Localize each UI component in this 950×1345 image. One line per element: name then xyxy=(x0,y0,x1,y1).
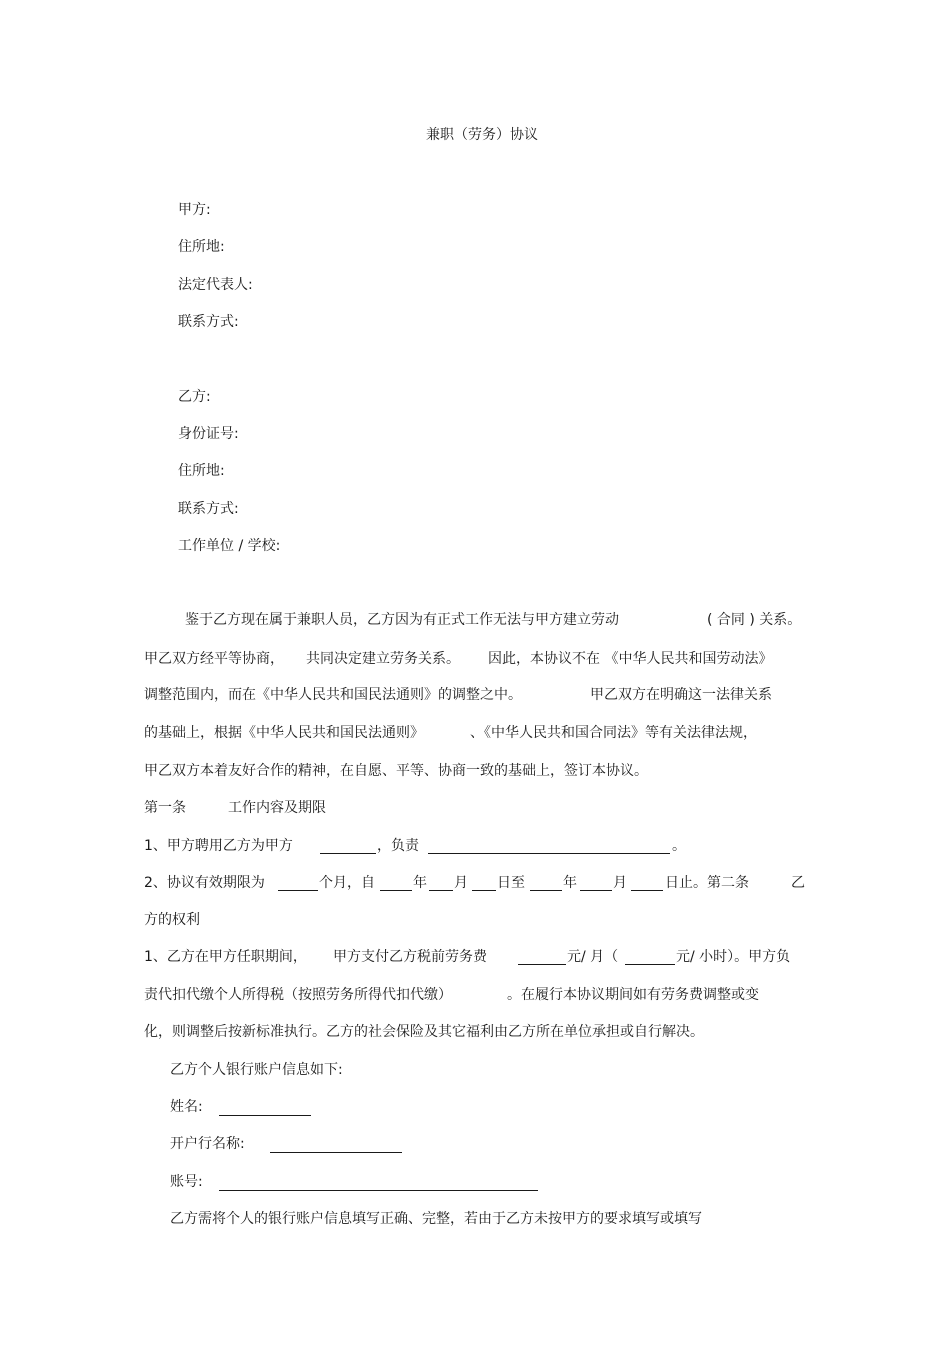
term-months-blank[interactable] xyxy=(278,890,318,891)
party-b-address-label: 住所地: xyxy=(178,463,225,479)
party-b-workplace-label: 工作单位 / 学校: xyxy=(178,538,281,554)
article-1-item-2-end: 日止。第二条 xyxy=(665,875,749,891)
end-month-blank[interactable] xyxy=(580,890,612,891)
article-1-number: 第一条 xyxy=(144,800,186,816)
article-2-line-2b: 。在履行本协议期间如有劳务费调整或变 xyxy=(507,987,759,1003)
article-1-item-2-day1: 日至 xyxy=(497,875,525,891)
article-1-item-1-end: 。 xyxy=(672,838,686,854)
preamble-line-4b: 、《中华人民共和国合同法》等有关法律法规， xyxy=(470,725,757,741)
article-1-item-1-text-b: ，负责 xyxy=(377,838,419,854)
start-month-blank[interactable] xyxy=(429,890,453,891)
preamble-line-3b: 甲乙双方在明确这一法律关系 xyxy=(590,687,772,703)
hourly-fee-blank[interactable] xyxy=(625,964,675,965)
position-blank[interactable] xyxy=(320,853,376,854)
preamble-line-4a: 的基础上，根据《中华人民共和国民法通则》 xyxy=(144,725,424,741)
preamble-line-1a: 鉴于乙方现在属于兼职人员，乙方因为有正式工作无法与甲方建立劳动 xyxy=(185,612,619,628)
preamble-line-2c: 因此，本协议不在 《中华人民共和国劳动法》 xyxy=(488,651,773,667)
party-b-contact-label: 联系方式: xyxy=(178,501,239,517)
party-a-contact-label: 联系方式: xyxy=(178,314,239,330)
bank-branch-label: 开户行名称: xyxy=(170,1136,245,1152)
article-2-line-2a: 责代扣代缴个人所得税（按照劳务所得代扣代缴） xyxy=(144,987,452,1003)
bank-account-name-field[interactable] xyxy=(219,1115,311,1116)
responsibility-blank[interactable] xyxy=(428,853,670,854)
bank-account-name-label: 姓名: xyxy=(170,1099,203,1115)
bank-account-number-field[interactable] xyxy=(219,1190,538,1191)
article-1-item-2-year2: 年 xyxy=(563,875,577,891)
article-1-title: 工作内容及期限 xyxy=(228,800,326,816)
article-1-item-2-month2: 月 xyxy=(613,875,627,891)
article-2-item-1-text-d: 元/ 小时）。甲方负 xyxy=(676,949,791,965)
article-2-heading-cont: 方的权利 xyxy=(144,912,200,928)
preamble-line-2b: 共同决定建立劳务关系。 xyxy=(306,651,460,667)
bank-account-number-label: 账号: xyxy=(170,1174,203,1190)
end-year-blank[interactable] xyxy=(530,890,562,891)
party-b-id-label: 身份证号: xyxy=(178,426,239,442)
start-year-blank[interactable] xyxy=(380,890,412,891)
article-1-item-2-text: 2、协议有效期限为 xyxy=(144,875,265,891)
article-1-item-2-months: 个月，自 xyxy=(319,875,375,891)
bank-branch-field[interactable] xyxy=(270,1152,402,1153)
article-2-item-1-text-c: 元/ 月（ xyxy=(567,949,619,965)
end-day-blank[interactable] xyxy=(631,890,663,891)
preamble-line-5: 甲乙双方本着友好合作的精神，在自愿、平等、协商一致的基础上，签订本协议。 xyxy=(144,763,648,779)
document-title: 兼职（劳务）协议 xyxy=(426,127,538,143)
preamble-line-3a: 调整范围内，而在《中华人民共和国民法通则》的调整之中。 xyxy=(144,687,522,703)
article-1-item-1-text: 1、甲方聘用乙方为甲方 xyxy=(144,838,293,854)
party-a-address-label: 住所地: xyxy=(178,239,225,255)
bank-info-note: 乙方需将个人的银行账户信息填写正确、完整，若由于乙方未按甲方的要求填写或填写 xyxy=(170,1211,702,1227)
party-a-name-label: 甲方: xyxy=(178,202,211,218)
article-2-item-1-text-b: 甲方支付乙方税前劳务费 xyxy=(333,949,487,965)
start-day-blank[interactable] xyxy=(472,890,496,891)
article-1-item-2-month1: 月 xyxy=(454,875,468,891)
article-2-item-1-text-a: 1、乙方在甲方任职期间， xyxy=(144,949,307,965)
article-1-item-2-year1: 年 xyxy=(413,875,427,891)
party-b-name-label: 乙方: xyxy=(178,389,211,405)
article-2-line-3: 化，则调整后按新标准执行。乙方的社会保险及其它福利由乙方所在单位承担或自行解决。 xyxy=(144,1024,704,1040)
article-2-heading-yi: 乙 xyxy=(791,875,805,891)
monthly-fee-blank[interactable] xyxy=(518,964,566,965)
party-a-legal-rep-label: 法定代表人: xyxy=(178,277,253,293)
preamble-line-1b: ( 合同 ) 关系。 xyxy=(707,612,802,628)
preamble-line-2a: 甲乙双方经平等协商， xyxy=(144,651,284,667)
bank-info-intro: 乙方个人银行账户信息如下: xyxy=(170,1062,343,1078)
